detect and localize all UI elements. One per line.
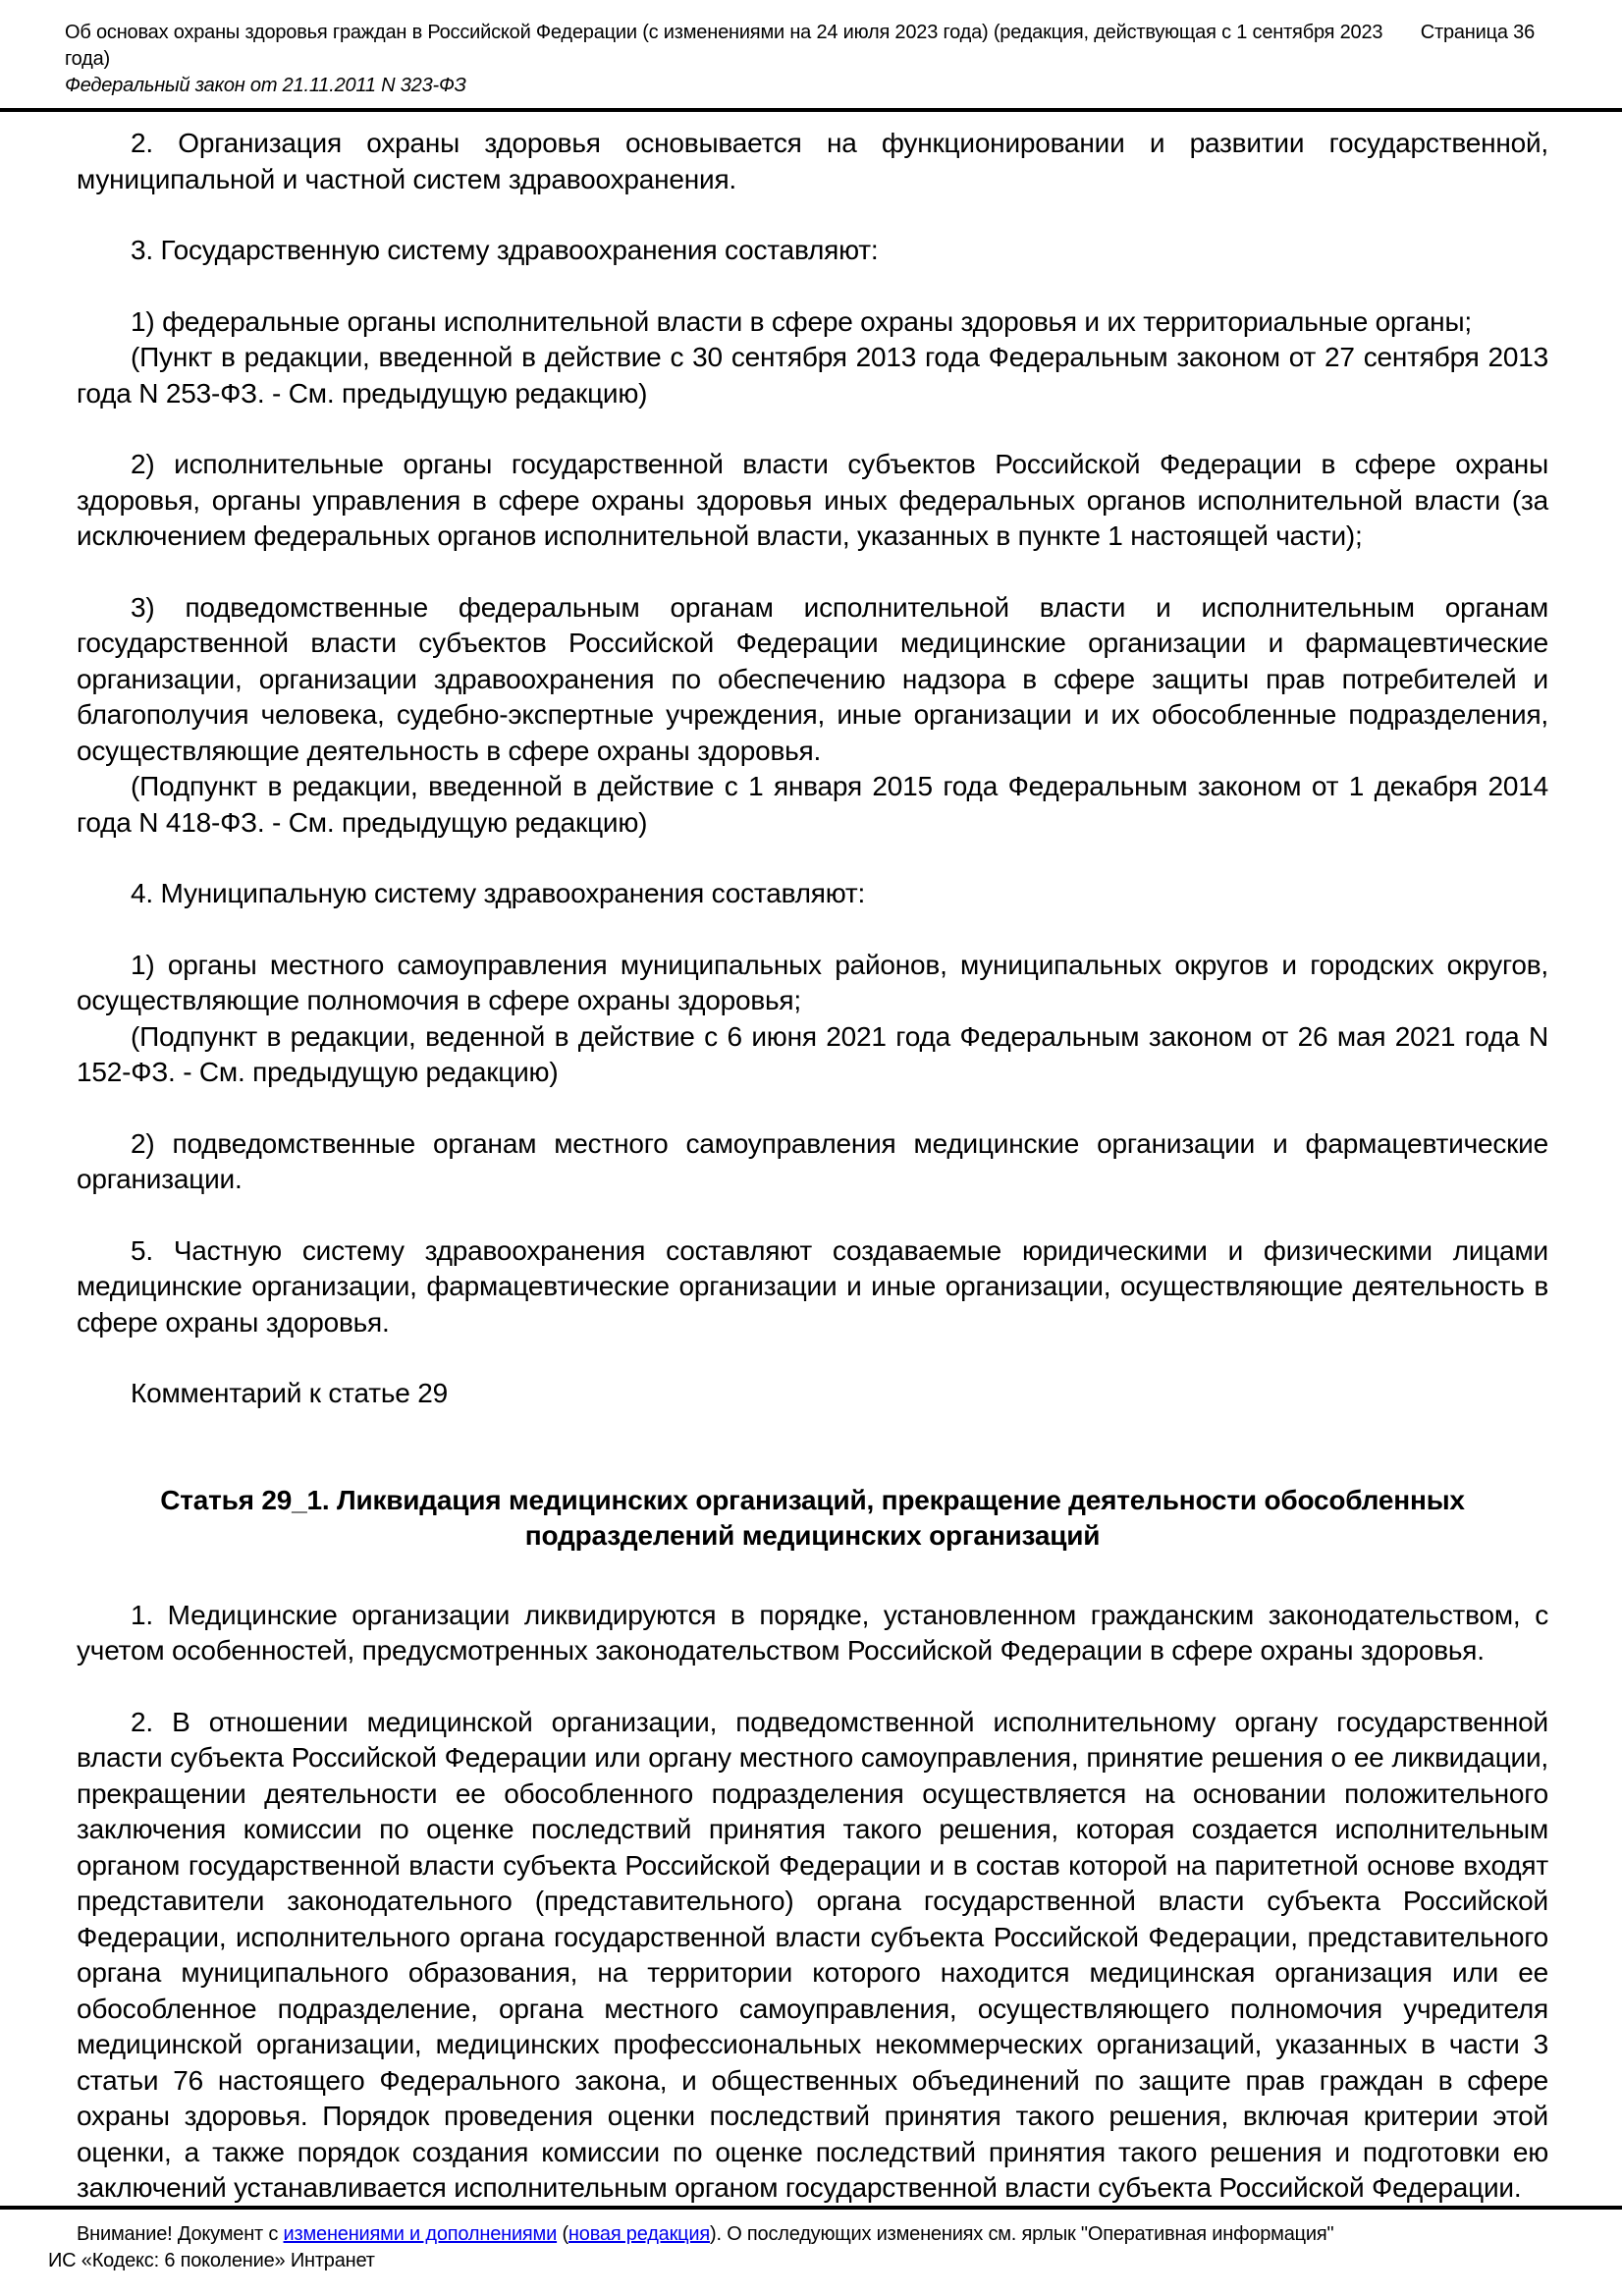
paragraph: 2) исполнительные органы государственной власти субъектов Российской Федерации в сфере охраны здоровья, органы управления в сфере охраны здоровья иных федеральных органов исполнительной власти (за исключением федеральных органов исполнительной власти, указанных в пункте 1 настоящей части); (77, 449, 1548, 551)
paragraph: 5. Частную систему здравоохранения составляют создаваемые юридическими и физическими лицами медицинские организации, фармацевтические организации и иные организации, осуществляющие деятельность в сфере охраны здоровья. (77, 1234, 1548, 1338)
redaction-note: (Подпункт в редакции, веденной в действие с 6 июня 2021 года Федеральным законом от 26 мая 2021 года N 152-ФЗ. - См. предыдущую редакцию) (77, 1020, 1548, 1087)
paragraph: 2) подведомственные органам местного самоуправления медицинские организации и фармацевтические организации. (77, 1127, 1548, 1194)
paragraph: 3. Государственную систему здравоохранения составляют: (131, 235, 879, 265)
system-label: ИС «Кодекс: 6 поколение» Интранет (48, 2250, 375, 2271)
header-row (65, 20, 1535, 73)
footer-notice (48, 2221, 1573, 2248)
document-body (77, 126, 1548, 2207)
redaction-note: (Пункт в редакции, введенной в действие с 30 сентября 2013 года Федеральным законом от 27 сентября 2013 года N 253-ФЗ. - См. предыдущую редакцию) (77, 342, 1548, 409)
comment-reference: Комментарий к статье 29 (131, 1378, 448, 1408)
paragraph: 1) органы местного самоуправления муниципальных районов, муниципальных округов и городских округов, осуществляющие полномочия в сфере охраны здоровья; (77, 949, 1548, 1015)
paragraph: 3) подведомственные федеральным органам исполнительной власти и исполнительным органам государственной власти субъектов Российской Федерации медицинские организации и фармацевтические организации, организации здравоохранения по обеспечению надзора в сфере защиты прав потребителей и благополучия человека, судебно-экспертные учреждения, иные организации и их обособленные подразделения, осуществляющие деятельность в сфере охраны здоровья. (77, 591, 1548, 766)
header-separator-line (0, 108, 1622, 112)
paragraph: 1) федеральные органы исполнительной власти в сфере охраны здоровья и их территориальные органы; (131, 305, 1472, 337)
amendments-link[interactable]: изменениями и дополнениями (283, 2223, 558, 2245)
paragraph: 2. Организация охраны здоровья основывается на функционировании и развитии государственной, муниципальной и частной систем здравоохранения. (77, 128, 1548, 194)
document-footer (0, 2210, 1622, 2274)
footer-block (0, 2206, 1622, 2274)
footer-notice-mid: ( (557, 2223, 568, 2245)
document-title-line1: Об основах охраны здоровья граждан в Российской Федерации (с изменениями на 24 июля 2023 года) (редакция, действующая (65, 22, 1216, 43)
article-heading: Статья 29_1. Ликвидация медицинских организаций, прекращение деятельности обособленных подразделений медицинских организаций (160, 1484, 1465, 1551)
footer-notice-suffix: ). О последующих изменениях см. ярлык "Оперативная информация" (710, 2223, 1334, 2245)
paragraph: 2. В отношении медицинской организации, подведомственной исполнительному органу государственной власти субъекта Российской Федерации или органу местного самоуправления, принятие решения о ее ликвидации, прекращении деятельности ее обособленного подразделения осуществляется на основании положительного заключения комиссии по оценке последствий принятия такого решения, которая создается исполнительным органом государственной власти субъекта Российской Федерации и в состав которой на паритетной основе входят представители законодательного (представительного) органа государственной власти субъекта Российской Федерации, исполнительного органа государственной власти субъекта Российской Федерации, представительного органа муниципального образования, на территории которого находится медицинская организация или ее обособленное подразделение, органа местного самоуправления, осуществляющего полномочия учредителя медицинской организации, медицинских профессиональных некоммерческих организаций, указанных в части 3 статьи 76 настоящего Федерального закона, и общественных объединений по защите прав граждан в сфере охраны здоровья. Порядок проведения оценки последствий принятия такого решения, включая критерии этой оценки, а также порядок создания комиссии по оценке последствий принятия такого решения и подготовки ею заключений устанавливается исполнительным органом государственной власти субъекта Российской Федерации. (77, 1706, 1548, 2203)
new-edition-link[interactable]: новая редакция (568, 2223, 711, 2245)
paragraph: 4. Муниципальную систему здравоохранения составляют: (131, 878, 866, 908)
document-title-line2: с 1 сентября 2023 года) (65, 22, 1383, 70)
page-number: Страница 36 (1420, 22, 1535, 43)
paragraph: 1. Медицинские организации ликвидируются в порядке, установленном гражданским законодательством, с учетом особенностей, предусмотренных законодательством Российской Федерации в сфере охраны здоровья. (77, 1599, 1548, 1666)
document-title (65, 20, 1405, 73)
redaction-note: (Подпункт в редакции, введенной в действие с 1 января 2015 года Федеральным законом от 1 декабря 2014 года N 418-ФЗ. - См. предыдущую редакцию) (77, 771, 1548, 838)
footer-notice-prefix: Внимание! Документ с (77, 2223, 284, 2245)
document-subtitle: Федеральный закон от 21.11.2011 N 323-ФЗ (65, 75, 466, 96)
document-header (0, 0, 1622, 99)
